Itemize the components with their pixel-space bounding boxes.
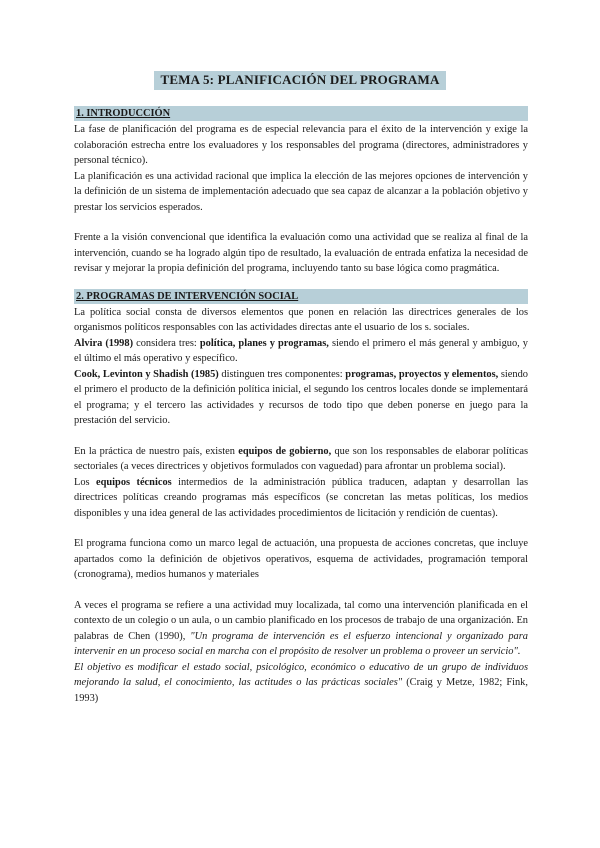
- paragraph: La política social consta de diversos elementos que ponen en relación las directrices generales de los organismos políticos responsables con las actividades directas ante el usuario de los s. sociales.: [74, 306, 528, 333]
- section-heading-programas: 2. PROGRAMAS DE INTERVENCIÓN SOCIAL: [74, 289, 528, 304]
- author-name: Alvira (1998): [74, 337, 134, 349]
- section-heading-introduccion: 1. INTRODUCCIÓN: [74, 106, 528, 121]
- paragraph: Cook, Levinton y Shadish (1985) distinguen tres componentes: programas, proyectos y elementos, siendo el primero el producto de la definición política inicial, el segundo los centros locales donde se implementará el programa; y el tercero las actividades y recursos de todo tipo que deben ponerse en juego para la prestación del servicio.: [74, 368, 529, 426]
- page-title: TEMA 5: PLANIFICACIÓN DEL PROGRAMA: [154, 71, 445, 90]
- key-term: equipos de gobierno,: [238, 445, 332, 457]
- paragraph: Los equipos técnicos intermedios de la administración pública traducen, adaptan y desarrollan las directrices políticas creando programas más específicos (se concretan las metas políticas, los medios disponibles y una idea general de las actividades procedimientos de licitación y rendición de cuentas).: [74, 476, 529, 519]
- paragraph: El programa funciona como un marco legal de actuación, una propuesta de acciones concretas, que incluye apartados como la definición de objetivos operativos, esquema de actividades, programación temporal (cronograma), medios humanos y materiales: [74, 538, 528, 580]
- quotation: El objetivo es modificar el estado social, psicológico, económico o educativo de un grupo de individuos mejorando la salud, el conocimiento, las actitudes o las prácticas sociales": [74, 661, 528, 688]
- key-terms: programas, proyectos y elementos,: [345, 368, 499, 380]
- citation: (Craig y Metze, 1982; Fink, 1993): [74, 677, 528, 704]
- paragraph: Alvira (1998) considera tres: política, planes y programas, siendo el primero el más general y ambiguo, y el último el más operativo y específico.: [74, 337, 528, 364]
- paragraph: Frente a la visión convencional que identifica la evaluación como una actividad que se realiza al final de la intervención, cuando se ha logrado algún tipo de resultado, la evaluación de entrada enfatiza la necesidad de revisar y mejorar la propia definición del programa, incluyendo tanto su base lógica como pragmática.: [74, 232, 528, 274]
- document-body: [74, 106, 528, 706]
- key-term: equipos técnicos: [96, 476, 172, 488]
- paragraph: La fase de planificación del programa es de especial relevancia para el éxito de la intervención y exige la colaboración estrecha entre los evaluadores y los responsables del programa (directores, administradores y personal técnico).: [74, 124, 528, 166]
- key-terms: política, planes y programas,: [199, 337, 329, 349]
- quotation: "Un programa de intervención es el esfuerzo intencional y organizado para intervenir en un proceso social en marcha con el propósito de resolver un problema o proveer un servicio".: [74, 630, 528, 657]
- paragraph: La planificación es una actividad racional que implica la elección de las mejores opciones de intervención y la definición de un sistema de implementación adecuado que sea capaz de alcanzar a la población objetivo y prestar los servicios esperados.: [74, 170, 528, 213]
- paragraph: En la práctica de nuestro país, existen equipos de gobierno, que son los responsables de elaborar políticas sectoriales (a veces directrices y objetivos formulados con vaguedad) para afrontar un problema social).: [74, 445, 529, 472]
- title-wrapper: [0, 71, 600, 90]
- author-name: Cook, Levinton y Shadish (1985): [74, 368, 219, 380]
- paragraph: A veces el programa se refiere a una actividad muy localizada, tal como una intervención planificada en el contexto de un colegio o un aula, o un cambio planificado en los procesos de trabajo de una organización. En palabras de Chen (1990), "Un programa de intervención es el esfuerzo intencional y organizado para intervenir en un proceso social en marcha con el propósito de resolver un problema o proveer un servicio".: [74, 599, 528, 657]
- paragraph: [74, 660, 528, 707]
